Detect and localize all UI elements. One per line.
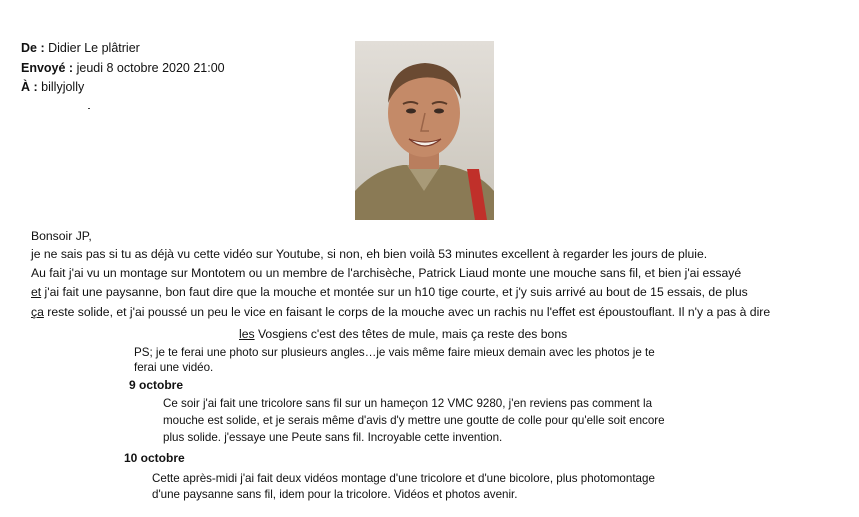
- stray-dot: [88, 108, 90, 109]
- sent-label: Envoyé :: [21, 61, 74, 75]
- entry-line: Cette après-midi j'ai fait deux vidéos montage d'une tricolore et d'une bicolore, plus photomontage: [152, 472, 655, 485]
- from-label: De :: [21, 41, 45, 55]
- message-line-3: [31, 284, 748, 300]
- message-line-3-text: j'ai fait une paysanne, bon faut dire que la mouche et montée sur un h10 tige courte, et j'y suis arrivé au bout de 15 essais, de plus: [41, 285, 748, 299]
- entry-line: d'une paysanne sans fil, idem pour la tricolore. Vidéos et photos avenir.: [152, 488, 518, 501]
- message-line-5-text: Vosgiens c'est des têtes de mule, mais ça reste des bons: [254, 327, 568, 341]
- sent-line: [21, 60, 225, 76]
- from-value: Didier Le plâtrier: [48, 41, 140, 55]
- greeting: Bonsoir JP,: [31, 229, 92, 243]
- portrait-photo: [355, 41, 494, 220]
- message-line-1: je ne sais pas si tu as déjà vu cette vidéo sur Youtube, si non, eh bien voilà 53 minutes excellent à regarder les jours de pluie.: [31, 247, 708, 261]
- portrait-photo-icon: [355, 41, 494, 220]
- message-line-2: Au fait j'ai vu un montage sur Montotem ou un membre de l'archisèche, Patrick Liaud monte une mouche sans fil, et bien j'ai essayé: [31, 266, 742, 280]
- message-line-5: [239, 326, 567, 342]
- to-label: À :: [21, 80, 38, 94]
- to-line: [21, 79, 84, 95]
- entry-line: plus solide. j'essaye une Peute sans fil. Incroyable cette invention.: [163, 431, 503, 444]
- underlined-word-les: les: [239, 327, 255, 341]
- to-value: billyjolly: [41, 80, 85, 94]
- sent-value: jeudi 8 octobre 2020 21:00: [76, 61, 225, 75]
- ps-line-1: PS; je te ferai une photo sur plusieurs angles…je vais même faire mieux demain avec les photos je te: [134, 346, 655, 359]
- message-line-4-text: reste solide, et j'ai poussé un peu le vice en faisant le corps de la mouche avec un rachis nu l'effet est époustouflant. Il n'y a pas à dire: [43, 305, 771, 319]
- entry-line: Ce soir j'ai fait une tricolore sans fil sur un hameçon 12 VMC 9280, j'en reviens pas comment la: [163, 397, 653, 410]
- entry-date: 10 octobre: [124, 451, 185, 465]
- underlined-word-et: et: [31, 285, 42, 299]
- entry-line: mouche est solide, et je serais même d'avis d'y mettre une goutte de colle pour qu'elle soit encore: [163, 414, 665, 427]
- ps-line-2: ferai une vidéo.: [134, 361, 214, 374]
- message-line-4: [31, 304, 770, 320]
- entry-date: 9 octobre: [129, 378, 184, 392]
- underlined-word-ca: ça: [31, 305, 44, 319]
- from-line: [21, 40, 140, 56]
